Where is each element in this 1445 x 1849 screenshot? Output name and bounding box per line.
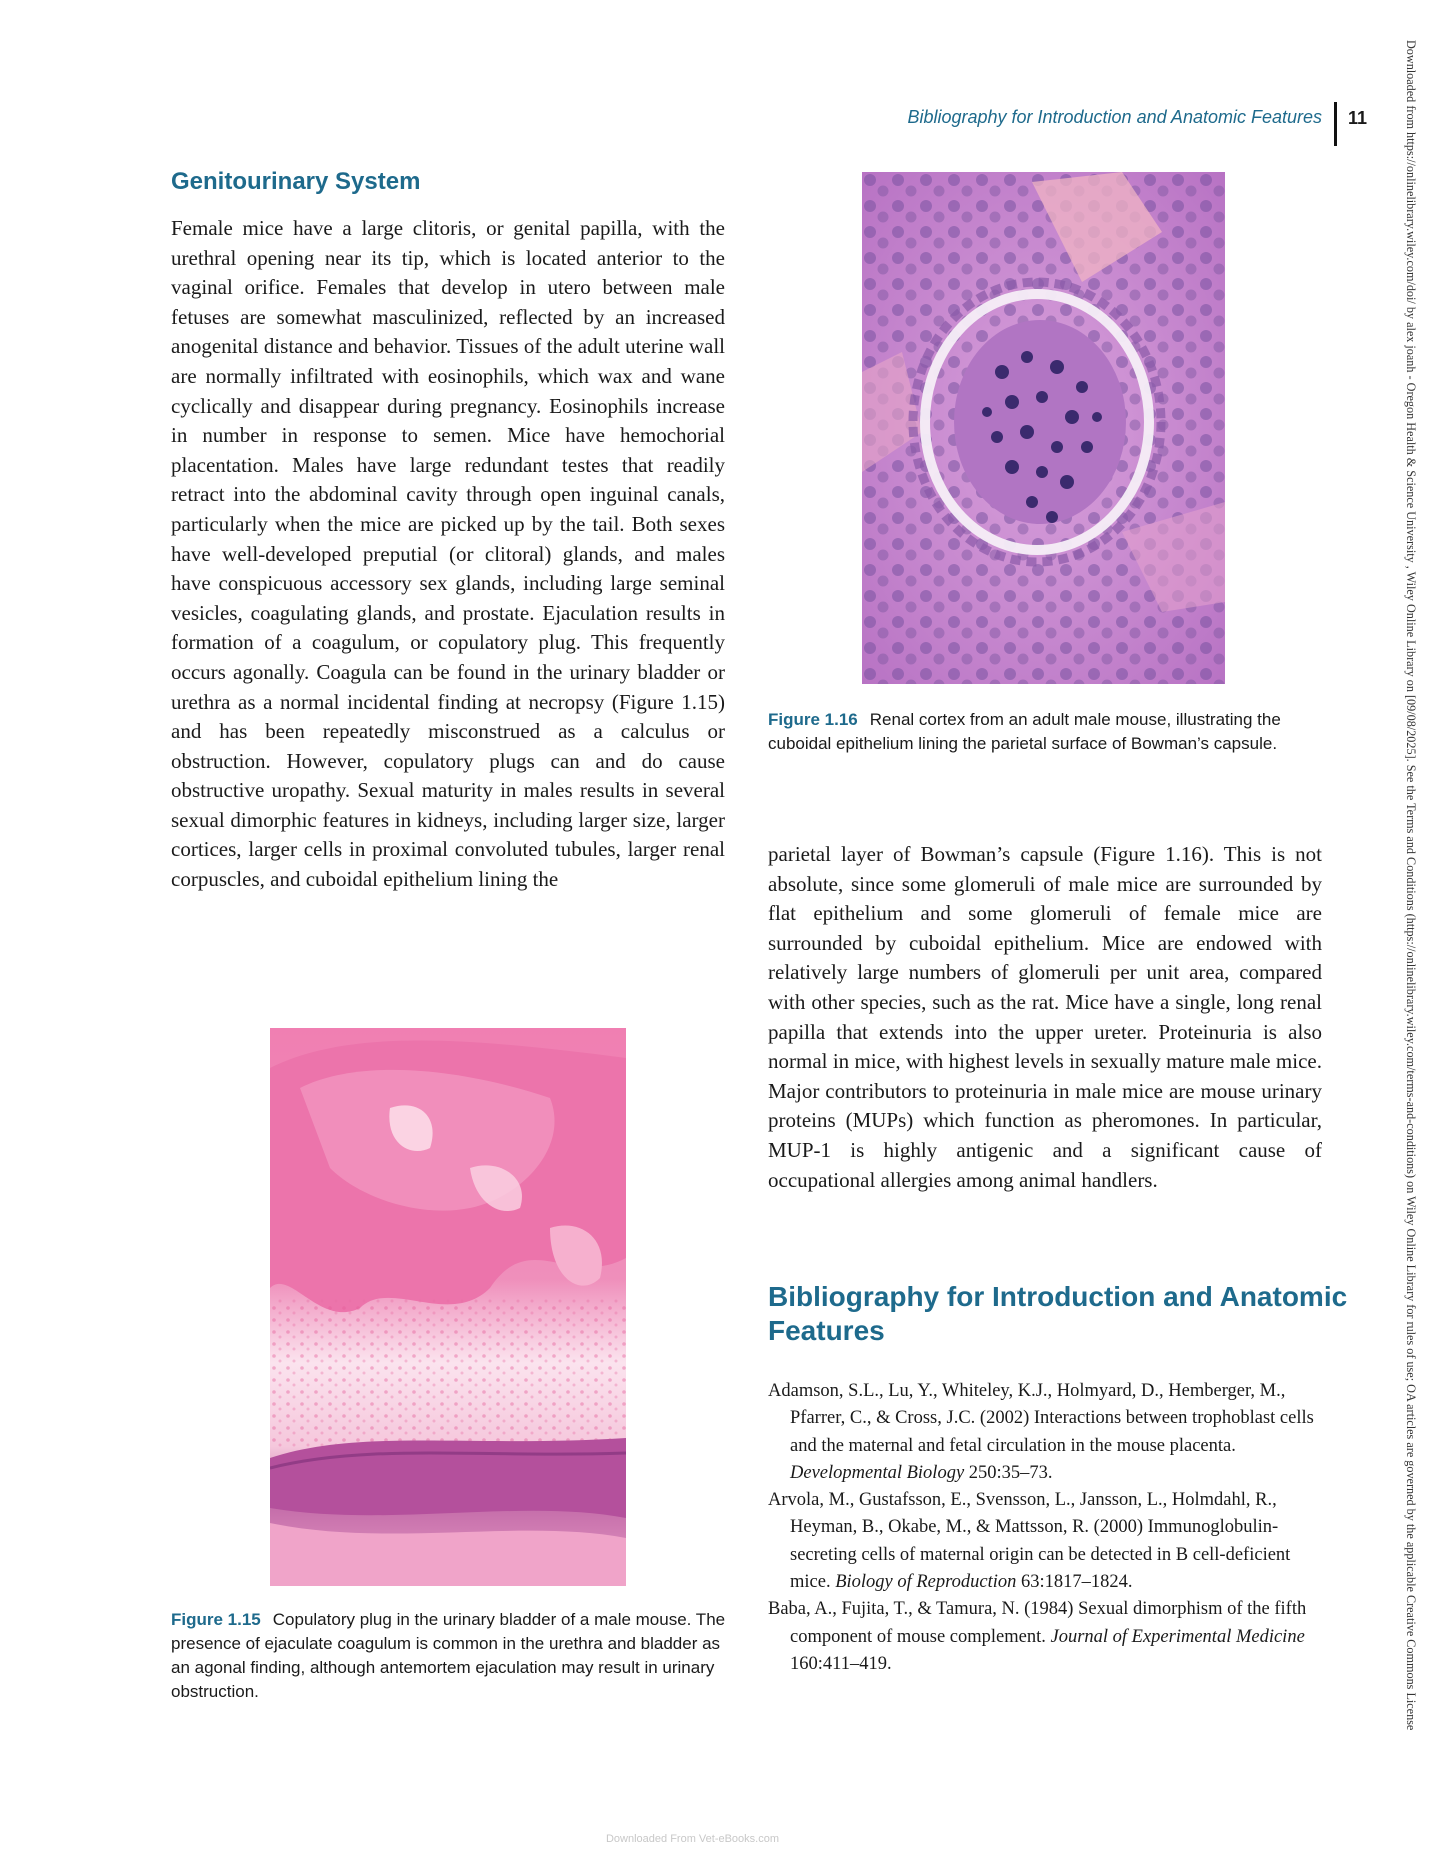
download-watermark: Downloaded from https://onlinelibrary.wiley.com/doi/ by alex joanh - Oregon Health & Science University , Wiley Online Library on [09/08/2025]. See the Terms and Conditions (https://onlinelibrary.wiley.com/terms-and-conditions) on Wiley Online Library for rules of use; OA articles are governed by the applicable Creative Commons License xyxy=(1404,40,1418,1731)
reference-item: Adamson, S.L., Lu, Y., Whiteley, K.J., Holmyard, D., Hemberger, M., Pfarrer, C., & Cross, J.C. (2002) Interactions between trophoblast cells and the maternal and fetal circulation in the mouse placenta. Developmental Biology 250:35–73. xyxy=(768,1381,1314,1483)
figure-1-16-label: Figure 1.16 xyxy=(768,710,858,729)
reference-item: Baba, A., Fujita, T., & Tamura, N. (1984) Sexual dimorphism of the fifth component of mouse complement. Journal of Experimental Medicine 160:411–419. xyxy=(768,1599,1307,1674)
journal-title: Journal of Experimental Medicine xyxy=(1050,1626,1305,1647)
section-heading: Genitourinary System xyxy=(171,168,421,195)
bladder-plug-image xyxy=(270,1028,626,1586)
figure-1-15-caption xyxy=(171,1608,731,1704)
renal-cortex-image xyxy=(862,172,1225,684)
reference-list xyxy=(768,1378,1328,1678)
footer-watermark: Downloaded From Vet-eBooks.com xyxy=(605,1833,780,1845)
figure-1-15-caption-text: Copulatory plug in the urinary bladder of a male mouse. The presence of ejaculate coagulum is common in the urethra and bladder as an agonal finding, although antemortem ejaculation may result in urinary obstruction. xyxy=(171,1610,726,1701)
header-divider xyxy=(1334,102,1337,146)
journal-title: Biology of Reproduction xyxy=(835,1572,1017,1593)
figure-1-15-label: Figure 1.15 xyxy=(171,1610,261,1629)
figure-1-16-caption xyxy=(768,708,1328,756)
body-paragraph-right: parietal layer of Bowman’s capsule (Figure 1.16). This is not absolute, since some glomeruli of male mice are surrounded by flat epithelium and some glomeruli of female mice are surrounded by cuboidal epithelium. Mice are endowed with relatively large numbers of glomeruli per unit area, compared with other species, such as the rat. Mice have a single, long renal papilla that extends into the upper ureter. Proteinuria is also normal in mice, with highest levels in sexually mature male mice. Major contributors to proteinuria in male mice are mouse urinary proteins (MUPs) which function as pheromones. In particular, MUP-1 is highly antigenic and a significant cause of occupational allergies among animal handlers. xyxy=(768,842,1322,1192)
body-paragraph-left: Female mice have a large clitoris, or genital papilla, with the urethral opening near its tip, which is located anterior to the vaginal orifice. Females that develop in utero between male fetuses are somewhat masculinized, reflected by an increased anogenital distance and behavior. Tissues of the adult uterine wall are normally infiltrated with eosinophils, which wax and wane cyclically and disappear during pregnancy. Eosinophils increase in number in response to semen. Mice have hemochorial placentation. Males have large redundant testes that readily retract into the abdominal cavity through open inguinal canals, particularly when the mice are picked up by the tail. Both sexes have well-developed preputial (or clitoral) glands, and males have conspicuous accessory sex glands, including large seminal vesicles, coagulating glands, and prostate. Ejaculation results in formation of a coagulum, or copulatory plug. This frequently occurs agonally. Coagula can be found in the urinary bladder or urethra as a normal incidental finding at necropsy (Figure 1.15) and has been repeatedly misconstrued as a calculus or obstruction. However, copulatory plugs can and do cause obstructive uropathy. Sexual maturity in males results in several sexual dimorphic features in kidneys, including larger size, larger cortices, larger cells in proximal convoluted tubules, larger renal corpuscles, and cuboidal epithelium lining the xyxy=(171,216,725,892)
figure-1-16-micrograph xyxy=(862,172,1225,684)
page-number: 11 xyxy=(1348,108,1368,128)
journal-title: Developmental Biology xyxy=(790,1462,965,1483)
running-title: Bibliography for Introduction and Anatomic Features xyxy=(907,107,1322,127)
reference-item: Arvola, M., Gustafsson, E., Svensson, L., Jansson, L., Holmdahl, R., Heyman, B., Okabe, M., & Mattsson, R. (2000) Immunoglobulin-secreting cells of maternal origin can be detected in B cell-deficient mice. Biology of Reproduction 63:1817–1824. xyxy=(768,1490,1291,1593)
figure-1-16-caption-text: Renal cortex from an adult male mouse, illustrating the cuboidal epithelium lining the parietal surface of Bowman’s capsule. xyxy=(768,710,1281,753)
bibliography-heading: Bibliography for Introduction and Anatomic Features xyxy=(768,1281,1348,1346)
figure-1-15-micrograph xyxy=(270,1028,626,1586)
